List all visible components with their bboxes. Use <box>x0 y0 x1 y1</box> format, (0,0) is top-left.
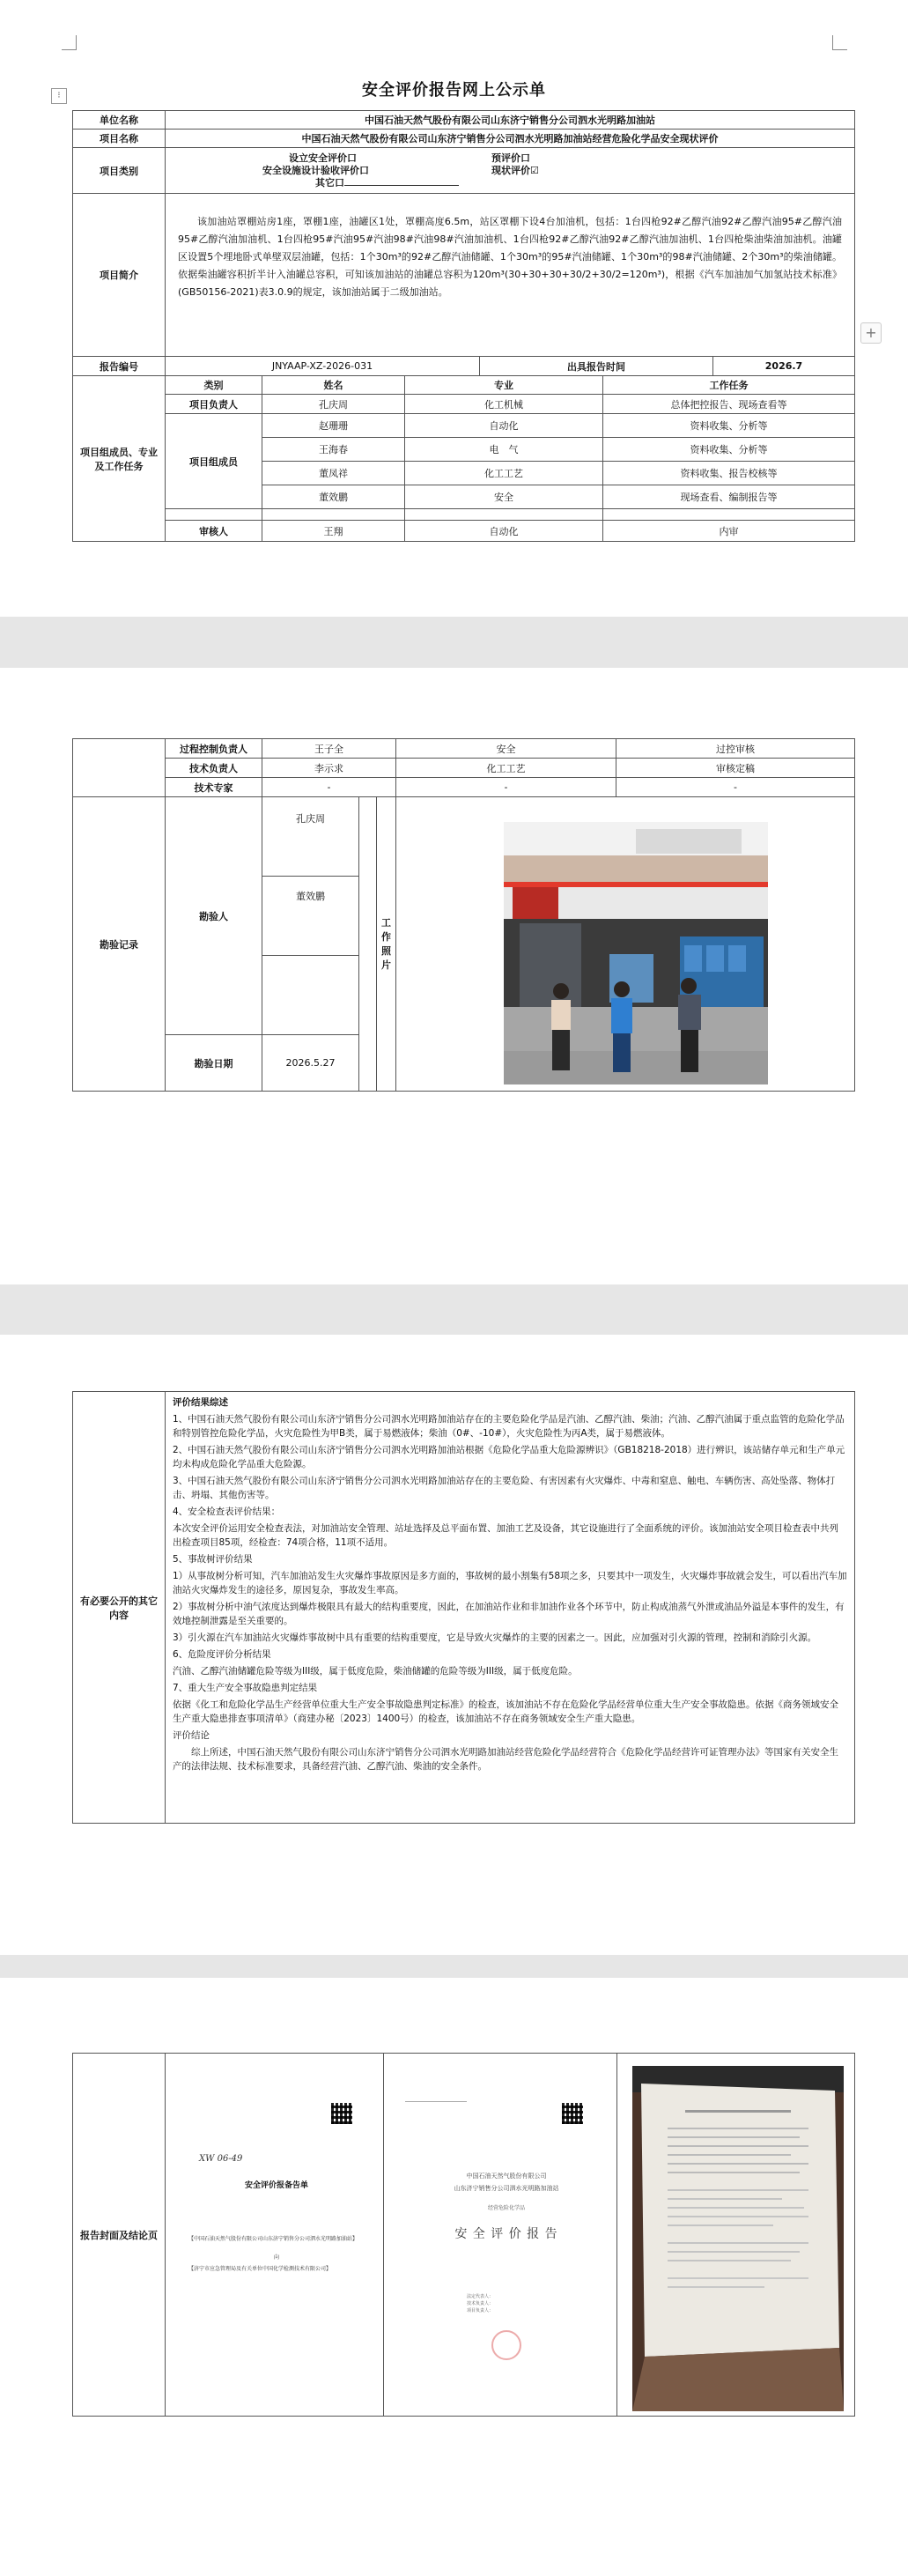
table-move-handle-icon[interactable]: ⁝ <box>51 88 67 104</box>
type-option-status[interactable]: 现状评价☑ <box>491 164 539 176</box>
col-type: 类别 <box>166 376 262 395</box>
cover-big-title: 安 全 评 价 报 告 <box>454 2227 558 2241</box>
member-name: 赵珊珊 <box>262 414 405 438</box>
reviewer-name: 王翔 <box>262 521 405 542</box>
page-title: 安全评价报告网上公示单 <box>362 81 546 100</box>
summary-item: 5、事故树评价结果 <box>173 1554 253 1565</box>
report-date-label: 出具报告时间 <box>480 357 713 376</box>
leader-name: 孔庆周 <box>262 395 405 414</box>
company-seal-icon <box>491 2330 521 2360</box>
report-photo-image <box>632 2066 844 2411</box>
report-date: 2026.7 <box>713 357 855 376</box>
filing-form-image <box>173 2066 380 2411</box>
other-content-label: 有必要公开的其它内容 <box>73 1392 166 1824</box>
type-options <box>166 148 855 194</box>
unit-value: 中国石油天然气股份有限公司山东济宁销售分公司泗水光明路加油站 <box>166 111 855 130</box>
member-major: 电 气 <box>405 438 603 462</box>
process-control-task: 过控审核 <box>616 739 855 759</box>
member-task: 现场查看、编制报告等 <box>603 485 855 509</box>
reviewer-label: 审核人 <box>166 521 262 542</box>
member-task: 资料收集、分析等 <box>603 438 855 462</box>
unit-label: 单位名称 <box>73 111 166 130</box>
leader-label: 项目负责人 <box>166 395 262 414</box>
handwritten-number: XW 06-49 <box>199 2154 243 2164</box>
summary-item: 3、中国石油天然气股份有限公司山东济宁销售分公司泗水光明路加油站存在的主要危险、有害因素有火灾爆炸、中毒和窒息、触电、车辆伤害、高处坠落、物体打击、坍塌、其他伤害等。 <box>173 1476 836 1500</box>
photo-label: 工作照片 <box>377 797 396 1092</box>
tech-lead-name: 李示求 <box>262 759 396 778</box>
project-label: 项目名称 <box>73 130 166 148</box>
expert-label: 技术专家 <box>166 778 262 797</box>
report-table-1 <box>72 110 855 542</box>
corner-mark <box>62 35 77 50</box>
page-2 <box>0 668 908 1284</box>
col-major: 专业 <box>405 376 603 395</box>
qr-code-icon <box>331 2103 352 2124</box>
summary-item: 4、安全检查表评价结果： <box>173 1506 281 1517</box>
leader-task: 总体把控报告、现场查看等 <box>603 395 855 414</box>
member-name: 董效鹏 <box>262 485 405 509</box>
report-cover-image <box>396 2066 616 2411</box>
inspector-name: 董效鹏 <box>262 877 359 956</box>
cover-signatures: 法定代表人： 技术负责人： 项目负责人： <box>467 2294 494 2313</box>
inspector-label: 勘验人 <box>166 797 262 1035</box>
filing-form-line-2: 【济宁市应急管理局及有关单位中国化学检测技术有限公司】 <box>188 2266 332 2272</box>
report-no-label: 报告编号 <box>73 357 166 376</box>
work-photo-image <box>504 822 768 1084</box>
expert-major: - <box>396 778 616 797</box>
type-option-acceptance[interactable]: 安全设施设计验收评价口 <box>262 164 369 176</box>
summary-item: 1、中国石油天然气股份有限公司山东济宁销售分公司泗水光明路加油站存在的主要危险化学品是汽油、乙醇汽油、柴油；汽油、乙醇汽油属于重点监管的危险化学品和特别管控危险化学品，火灾危险性为甲B类，属于易燃液体；柴油（0#、-10#），火灾危险性为丙A类，属于易燃液体。 <box>173 1414 845 1439</box>
process-control-major: 安全 <box>396 739 616 759</box>
summary-item: 3）引火源在汽车加油站火灾爆炸事故树中具有重要的结构重要度，它是导致火灾爆炸的主要的因素之一。因此，应加强对引火源的管理，控制和消除引火源。 <box>173 1632 817 1643</box>
summary-item: 汽油、乙醇汽油储罐危险等级为III级，属于低度危险，柴油储罐的危险等级为III级，属于低度危险。 <box>173 1666 578 1677</box>
member-name: 董凤祥 <box>262 462 405 485</box>
report-no: JNYAAP-XZ-2026-031 <box>166 357 480 376</box>
filing-form-line-1: 【中国石油天然气股份有限公司山东济宁销售分公司泗水光明路加油站】 <box>188 2236 358 2242</box>
qr-code-icon <box>562 2103 583 2124</box>
summary-item: 依据《化工和危险化学品生产经营单位重大生产安全事故隐患判定标准》的检查，该加油站不存在危险化学品经营单位重大生产安全事故隐患。依据《商务领域安全生产重大隐患排查事项清单》（商建办秘〔2023〕1400号）的检查，该加油站不存在商务领域安全生产重大隐患。 <box>173 1699 838 1724</box>
summary-item: 评价结论 <box>173 1730 210 1741</box>
summary-item: 1）从事故树分析可知，汽车加油站发生火灾爆炸事故原因是多方面的，事故树的最小割集有58项之多，只要其中一项发生，火灾爆炸事故就会发生，可以看出汽车加油站火灾爆炸发生的途径多，原因复杂，事故发生率高。 <box>173 1571 847 1595</box>
type-option-other[interactable]: 其它口 <box>315 176 344 189</box>
intro-label: 项目简介 <box>73 194 166 357</box>
intro-text: 该加油站罩棚站房1座，罩棚1座，油罐区1处，罩棚高度6.5m，站区罩棚下设4台加油机，包括：1台四枪92#乙醇汽油92#乙醇汽油95#乙醇汽油95#乙醇汽油加油机、1台四枪95#汽油95#汽油98#汽油98#汽油加油机、1台四枪92#乙醇汽油92#乙醇汽油加油机、1台四枪柴油柴油加油机。油罐区设置5个埋地卧式单壁双层油罐，包括：1个30m³的92#乙醇汽油储罐、1个30m³的95#汽油储罐、1个30m³的98#汽油储罐、2个30m³的柴油储罐。依据柴油罐容积折半计入油罐总容积，可知该加油站的油罐总容积为120m³(30+30+30+30/2+30/2=120m³)，根据《汽车加油加气加氢站技术标准》(GB50156-2021)表3.0.9的规定，该加油站属于二级加油站。 <box>178 216 842 298</box>
process-control-name: 王子全 <box>262 739 396 759</box>
member-task: 资料收集、分析等 <box>603 414 855 438</box>
project-value: 中国石油天然气股份有限公司山东济宁销售分公司泗水光明路加油站经营危险化学品安全现状评价 <box>166 130 855 148</box>
cover-company: 中国石油天然气股份有限公司 <box>466 2173 547 2180</box>
reviewer-major: 自动化 <box>405 521 603 542</box>
summary-item: 6、危险度评价分析结果 <box>173 1649 271 1660</box>
col-task: 工作任务 <box>603 376 855 395</box>
page-4 <box>0 1978 908 2576</box>
member-major: 化工工艺 <box>405 462 603 485</box>
summary-item: 7、重大生产安全事故隐患判定结果 <box>173 1683 318 1693</box>
corner-mark <box>832 35 847 50</box>
member-major: 安全 <box>405 485 603 509</box>
report-table-3 <box>72 1391 855 1824</box>
inspect-date: 2026.5.27 <box>262 1035 359 1092</box>
cover-label: 报告封面及结论页 <box>73 2054 166 2417</box>
process-control-label: 过程控制负责人 <box>166 739 262 759</box>
filing-form-mid: 向 <box>273 2254 279 2261</box>
record-label: 勘验记录 <box>73 797 166 1092</box>
type-option-pre[interactable]: 预评价口 <box>491 152 530 164</box>
inspect-date-label: 勘验日期 <box>166 1035 262 1092</box>
cover-proj: 经营危险化学品 <box>487 2205 525 2211</box>
summary-heading: 评价结果综述 <box>173 1397 228 1408</box>
tech-lead-major: 化工工艺 <box>396 759 616 778</box>
member-task: 资料收集、报告校核等 <box>603 462 855 485</box>
leader-major: 化工机械 <box>405 395 603 414</box>
type-option-setup[interactable]: 设立安全评价口 <box>289 152 357 164</box>
team-label: 项目组成员、专业及工作任务 <box>73 376 166 542</box>
summary-item: 2）事故树分析中油气浓度达到爆炸极限具有最大的结构重要度，因此，在加油站作业和非加油作业各个环节中，防止构成油蒸气外泄或油品外溢是本事件的发生，有效地控制泄露是至关重要的。 <box>173 1602 845 1626</box>
page-3 <box>0 1335 908 1955</box>
summary-item: 综上所述，中国石油天然气股份有限公司山东济宁销售分公司泗水光明路加油站经营危险化学品经营符合《危险化学品经营许可证管理办法》等国家有关安全生产的法律法规、技术标准要求，具备经营汽油、乙醇汽油、柴油的安全条件。 <box>173 1747 838 1772</box>
expert-task: - <box>616 778 855 797</box>
add-column-icon[interactable]: + <box>860 322 882 344</box>
tech-lead-label: 技术负责人 <box>166 759 262 778</box>
tech-lead-task: 审核定稿 <box>616 759 855 778</box>
col-name: 姓名 <box>262 376 405 395</box>
reviewer-task: 内审 <box>603 521 855 542</box>
member-label: 项目组成员 <box>166 414 262 509</box>
member-name: 王海春 <box>262 438 405 462</box>
expert-name: - <box>262 778 396 797</box>
member-major: 自动化 <box>405 414 603 438</box>
summary-item: 本次安全评价运用安全检查表法，对加油站安全管理、站址选择及总平面布置、加油工艺及设备，其它设施进行了全面系统的评价。该加油站安全项目检查表中共列出检查项目85项，经检查：74项合格，11项不适用。 <box>173 1523 838 1548</box>
filing-form-title: 安全评价报备告单 <box>244 2181 308 2190</box>
other-content <box>166 1392 855 1824</box>
page-1 <box>0 0 908 617</box>
summary-item: 2、中国石油天然气股份有限公司山东济宁销售分公司泗水光明路加油站根据《危险化学品重大危险源辨识》（GB18218-2018）进行辨识，该站储存单元和生产单元均未构成危险化学品重大危险源。 <box>173 1445 845 1469</box>
work-photo <box>504 822 768 1084</box>
report-photo <box>632 2066 844 2411</box>
cover-sub: 山东济宁销售分公司泗水光明路加油站 <box>454 2185 559 2192</box>
type-label: 项目类别 <box>73 148 166 194</box>
intro-cell <box>166 194 855 357</box>
inspector-name: 孔庆周 <box>262 797 359 877</box>
